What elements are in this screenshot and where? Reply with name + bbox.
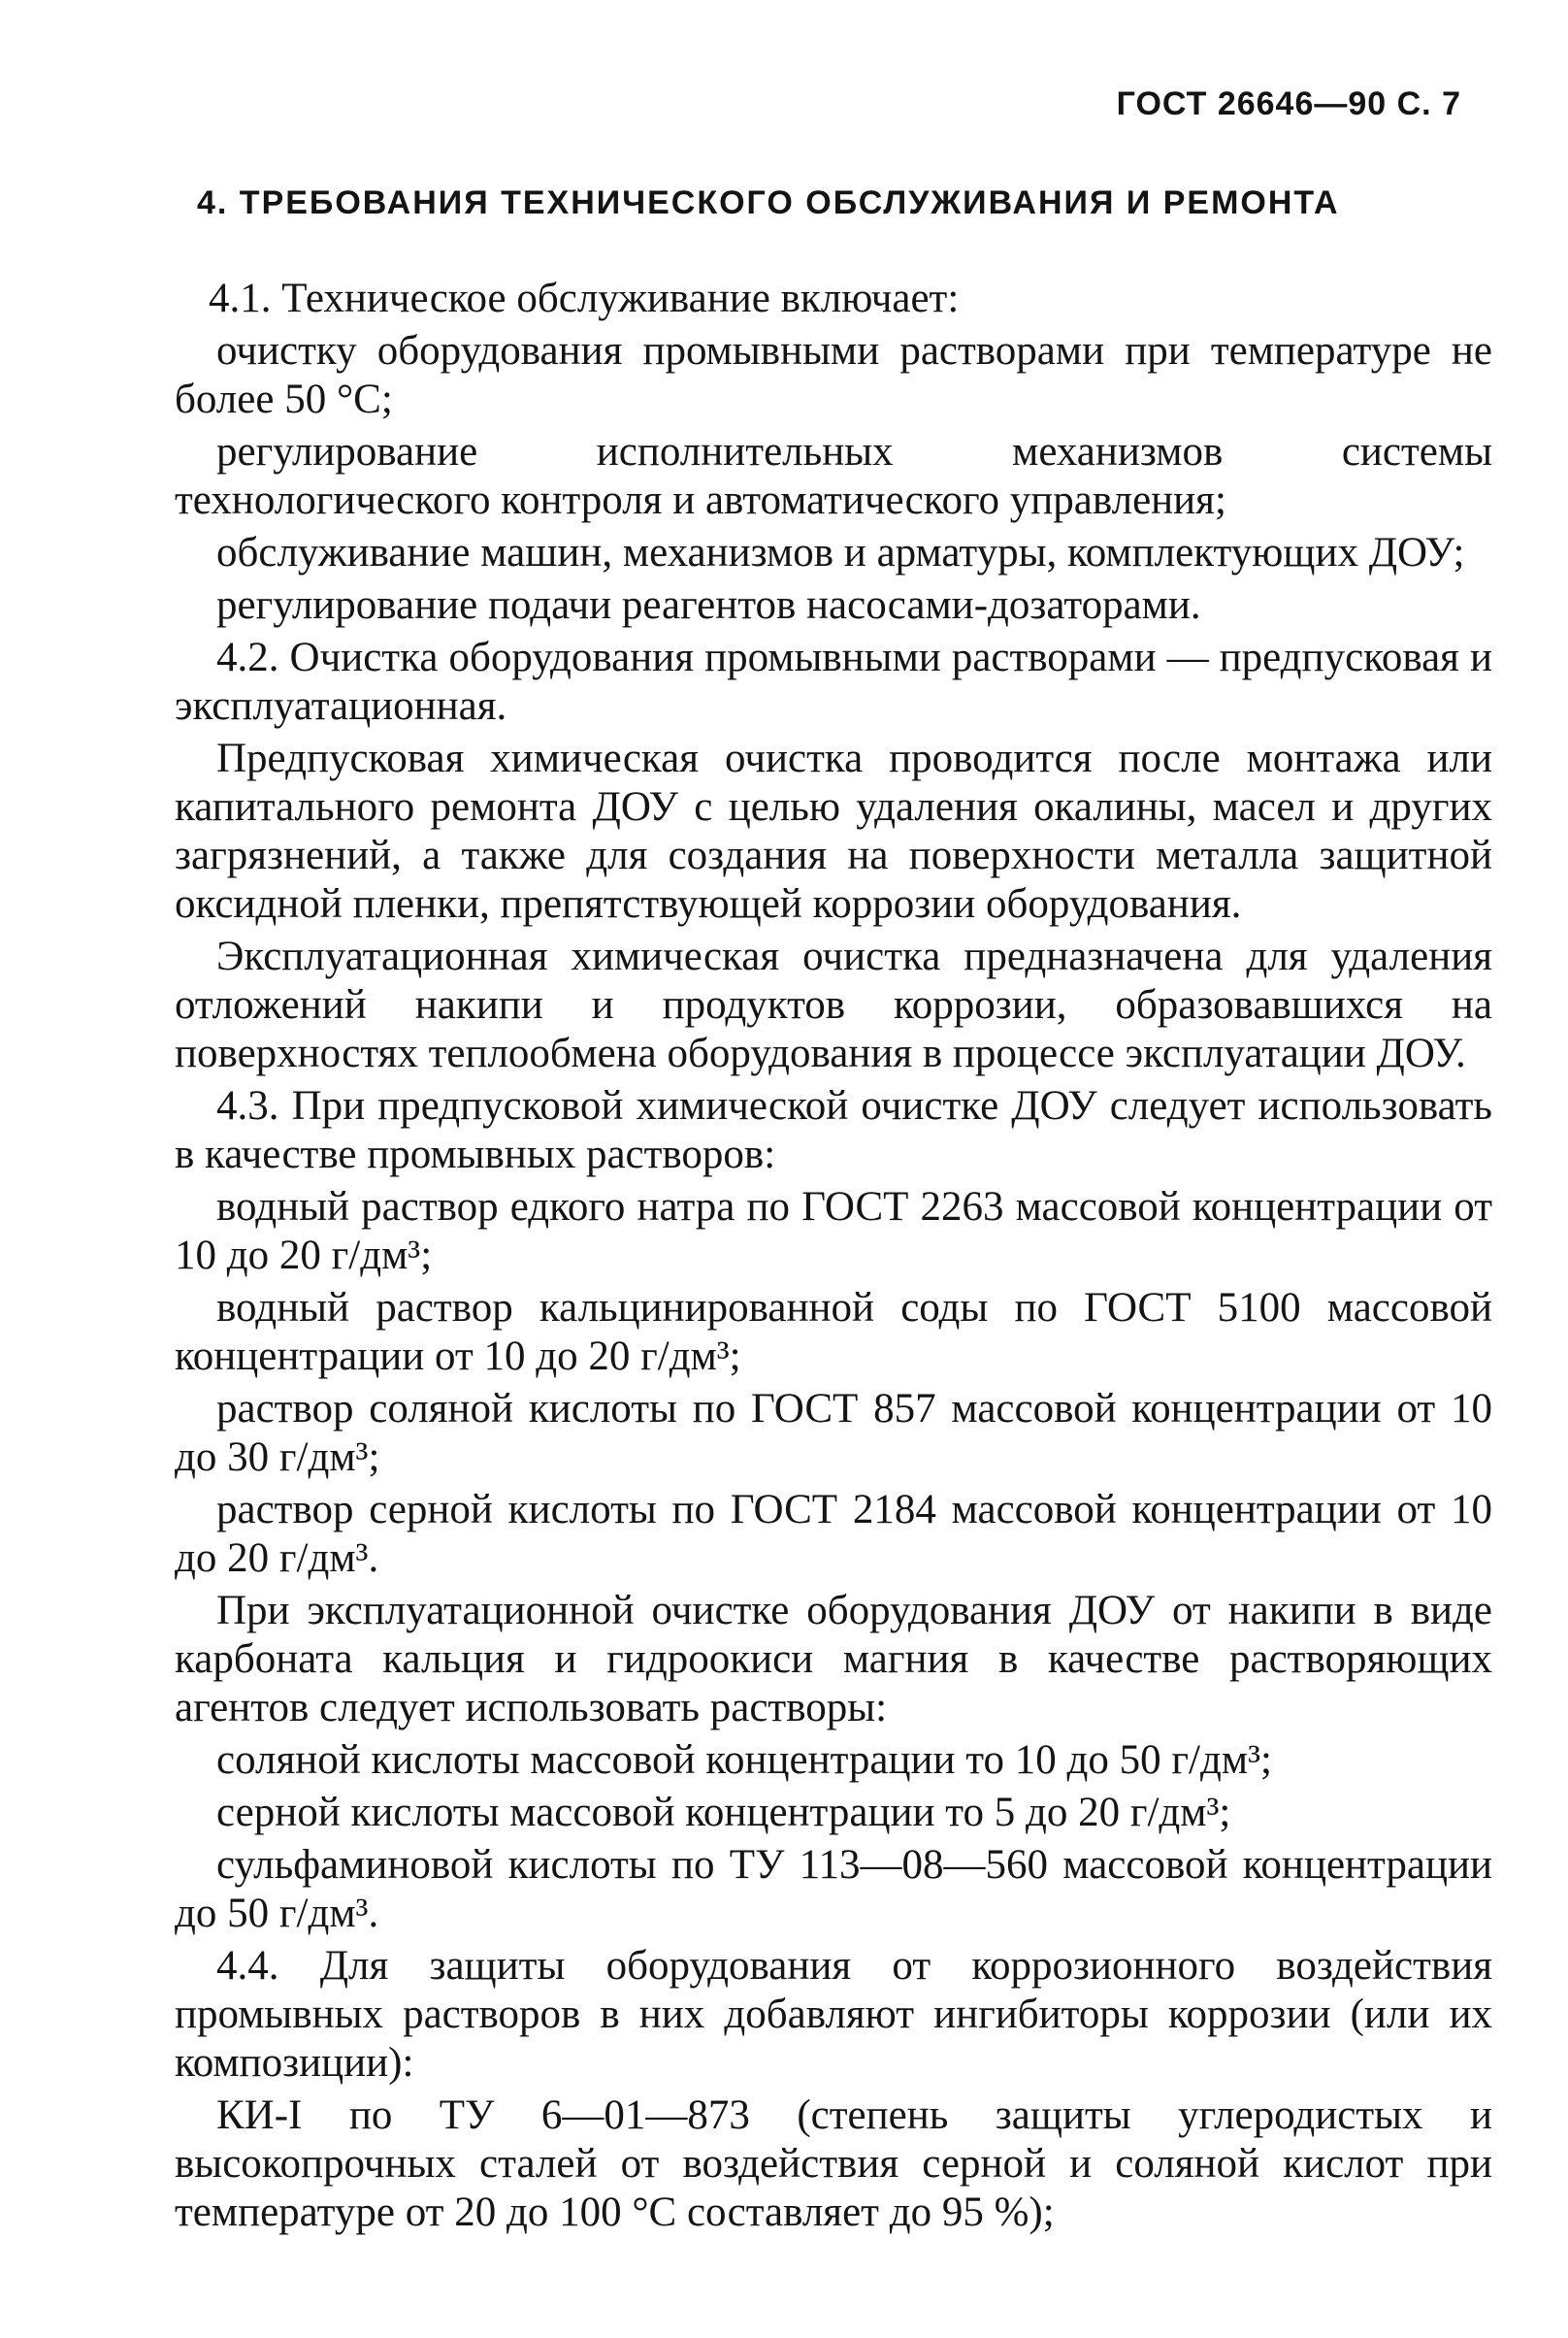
list-item-reagent-dosing: регулирование подачи реагентов насосами-дозаторами. [216,582,1201,628]
section-title: 4. ТРЕБОВАНИЯ ТЕХНИЧЕСКОГО ОБСЛУЖИВАНИЯ И РЕМОНТА [197,184,1340,221]
list-item-sodium-hydroxide: водный раствор едкого натра по ГОСТ 2263 массовой концентрации от 10 до 20 г/дм³; [175,1184,1492,1278]
paragraph-operational-solvents: При эксплуатационной очистке оборудования ДОУ от накипи в виде карбоната кальция и гидроокиси магния в качестве растворяющих агентов следует использовать растворы: [175,1588,1492,1730]
paragraph-4-1: 4.1. Техническое обслуживание включает: [209,276,960,321]
list-item-sulfamic-acid: сульфаминовой кислоты по ТУ 113—08—560 массовой концентрации до 50 г/дм³. [175,1842,1492,1936]
list-item-cleaning: очистку оборудования промывными растворами при температуре не более 50 °С; [175,328,1492,422]
paragraph-4-3: 4.3. При предпусковой химической очистке ДОУ следует использовать в качестве промывных растворов: [175,1083,1492,1177]
paragraph-4-4: 4.4. Для защиты оборудования от коррозионного воздействия промывных растворов в них добавляют ингибиторы коррозии (или их композиции): [175,1943,1492,2086]
list-item-inhibitor-ki-1: КИ-I по ТУ 6—01—873 (степень защиты углеродистых и высокопрочных сталей от воздействия серной и соляной кислот при температуре от 20 до 100 °С составляет до 95 %); [175,2092,1492,2235]
list-item-regulating-mechanisms: регулирование исполнительных механизмов системы технологического контроля и автоматического управления; [175,429,1492,523]
list-item-hydrochloric-acid-op: соляной кислоты массовой концентрации то 10 до 50 г/дм³; [216,1737,1272,1783]
document-body [175,275,1492,2241]
paragraph-4-2: 4.2. Очистка оборудования промывными растворами — предпусковая и эксплуатационная. [175,635,1492,729]
page-header: ГОСТ 26646—90 С. 7 [1116,85,1461,122]
paragraph-operational-cleaning: Эксплуатационная химическая очистка предназначена для удаления отложений накипи и продуктов коррозии, образовавшихся на поверхностях теплообмена оборудования в процессе эксплуатации ДОУ. [175,934,1492,1076]
list-item-sulfuric-acid-op: серной кислоты массовой концентрации то 5 до 20 г/дм³; [216,1790,1231,1835]
list-item-servicing-machines: обслуживание машин, механизмов и арматуры, комплектующих ДОУ; [216,530,1465,576]
list-item-soda-ash: водный раствор кальцинированной соды по ГОСТ 5100 массовой концентрации от 10 до 20 г/дм³; [175,1285,1492,1379]
paragraph-prestart-cleaning: Предпусковая химическая очистка проводится после монтажа или капитального ремонта ДОУ с целью удаления окалины, масел и других загрязнений, а также для создания на поверхности металла защитной оксидной пленки, препятствующей коррозии оборудования. [175,736,1492,927]
list-item-sulfuric-acid: раствор серной кислоты по ГОСТ 2184 массовой концентрации от 10 до 20 г/дм³. [175,1487,1492,1581]
list-item-hydrochloric-acid: раствор соляной кислоты по ГОСТ 857 массовой концентрации от 10 до 30 г/дм³; [175,1386,1492,1480]
